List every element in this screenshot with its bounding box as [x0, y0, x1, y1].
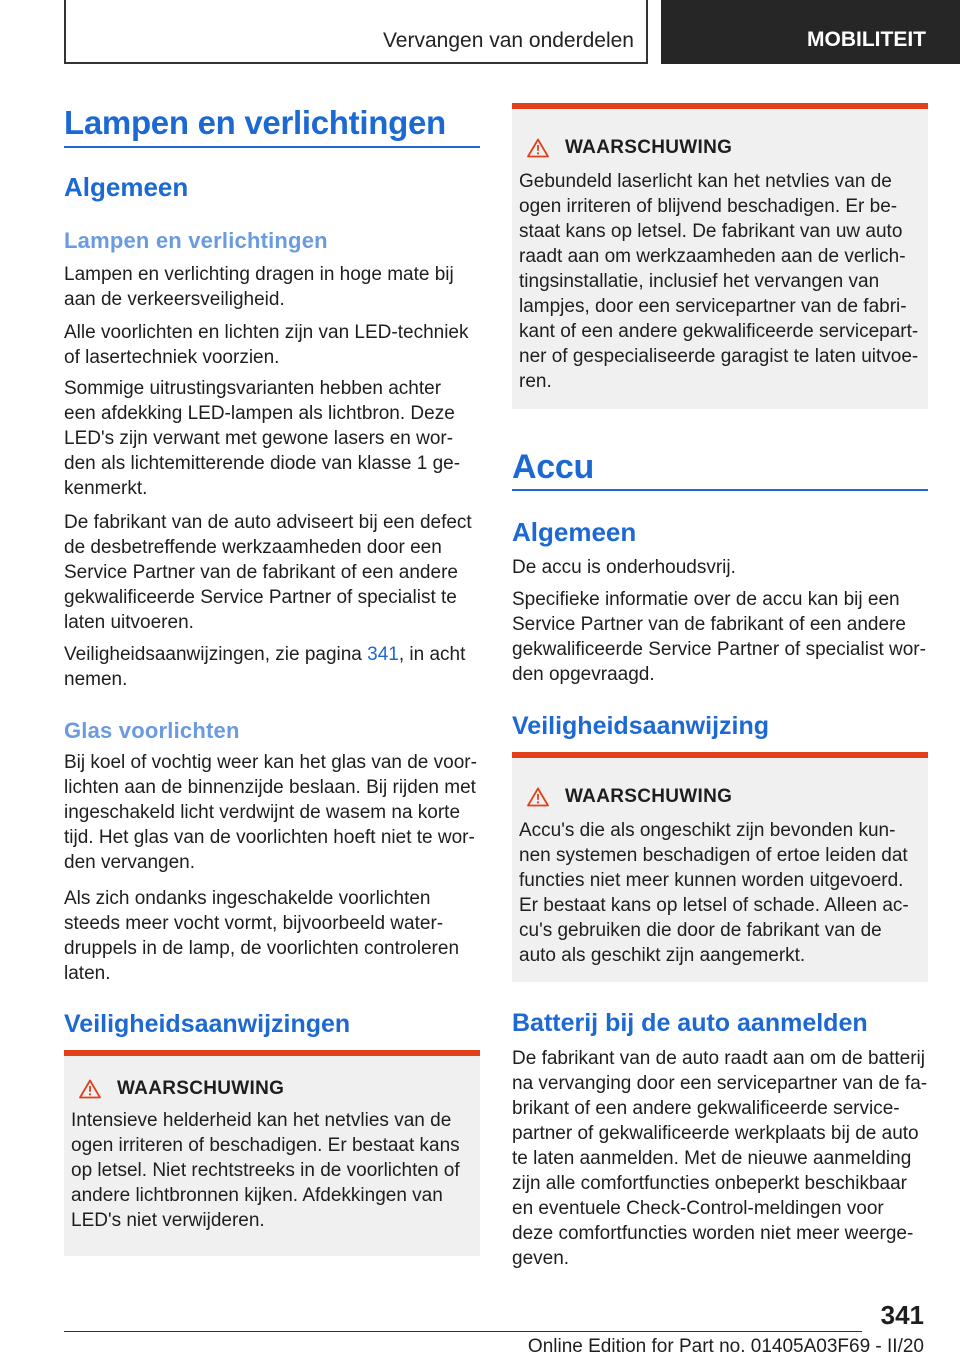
- warning-header: [71, 1076, 473, 1102]
- reference-text: Veiligheidsaanwijzingen, zie pagina: [64, 644, 368, 665]
- warning-title: WAARSCHUWING: [565, 137, 733, 158]
- paragraph: Sommige uitrustingsvarianten hebben achter een afdekking LED-lampen als lichtbron. Deze LED's zijn verwant met gewone lasers en wor-den als lichtemitterende diode van klasse 1 ge-kenmerkt.: [64, 378, 461, 499]
- page-title: Lampen en verlichtingen: [64, 104, 446, 141]
- warning-box: [512, 752, 928, 982]
- heading-veiligheidsaanwijzingen: Veiligheidsaanwijzingen: [64, 1010, 351, 1038]
- warning-header: [519, 784, 921, 810]
- footer-rule: [64, 1331, 862, 1332]
- paragraph: De fabrikant van de auto adviseert bij een defect de desbetreffende werkzaamheden door een Service Partner van de fabrikant of een andere gekwalificeerde Service Partner of specialist te laten uitvoeren.: [64, 512, 472, 633]
- chapter-title: MOBILITEIT: [807, 28, 926, 51]
- warning-box: [64, 1050, 480, 1256]
- paragraph: Bij koel of vochtig weer kan het glas van de voor-lichten aan de binnenzijde beslaan. Bij rijden met ingeschakeld licht verdwijnt de wasem na korte tijd. Het glas van de voorlichten hoeft niet te wor-den vervangen.: [64, 752, 477, 873]
- page-link-341[interactable]: 341: [367, 644, 399, 665]
- warning-title: WAARSCHUWING: [117, 1078, 285, 1099]
- section-tab: [64, 0, 648, 64]
- chapter-tab: [661, 0, 960, 64]
- warning-text: Intensieve helderheid kan het netvlies van de ogen irriteren of beschadigen. Er bestaat kans op letsel. Niet rechtstreeks in de voorlichten of andere lichtbronnen kijken. Afdekkingen van LED's niet verwijderen.: [71, 1110, 460, 1231]
- heading-algemeen: Algemeen: [64, 172, 189, 202]
- warning-box: [512, 103, 928, 409]
- warning-header: [519, 135, 921, 161]
- heading-batterij-aanmelden: Batterij bij de auto aanmelden: [512, 1009, 868, 1037]
- paragraph: Lampen en verlichting dragen in hoge mate bij aan de verkeersveiligheid.: [64, 264, 454, 310]
- subheading-glas-voorlichten: Glas voorlichten: [64, 718, 240, 743]
- title-rule: [512, 489, 928, 491]
- heading-veiligheidsaanwijzing: Veiligheidsaanwijzing: [512, 712, 770, 740]
- warning-triangle-icon: [79, 1079, 101, 1099]
- paragraph: De fabrikant van de auto raadt aan om de batterij na vervanging door een servicepartner van de fa-brikant of een andere gekwalificeerde service-partner of gekwalificeerde werkplaats bij de auto te laten aanmelden. Met de nieuwe aanmelding zijn alle comfortfuncties onbeperkt beschikbaar en eventuele Check-Control-meldingen voor deze comfortfuncties worden niet meer weerge-geven.: [512, 1048, 928, 1269]
- paragraph-page-reference: [64, 642, 480, 692]
- warning-triangle-icon: [527, 787, 549, 807]
- subheading-lampen: Lampen en verlichtingen: [64, 228, 328, 253]
- page-header: [0, 0, 960, 66]
- section-title: Vervangen van onderdelen: [382, 29, 634, 52]
- warning-title: WAARSCHUWING: [565, 786, 733, 807]
- section-title-accu: Accu: [512, 448, 594, 486]
- heading-algemeen: Algemeen: [512, 517, 637, 547]
- title-rule: [64, 146, 480, 148]
- paragraph: De accu is onderhoudsvrij.: [512, 557, 736, 578]
- paragraph: Als zich ondanks ingeschakelde voorlichten steeds meer vocht vormt, bijvoorbeeld water-druppels in de lamp, de voorlichten controleren laten.: [64, 888, 460, 984]
- reference-text: , in acht nemen.: [64, 644, 466, 690]
- warning-text: Accu's die als ongeschikt zijn bevonden kun-nen systemen beschadigen of ertoe leiden dat functies niet meer kunnen worden uitgevoerd. Er bestaat kans op letsel of schade. Alleen ac-cu's gebruiken die door de fabrikant van de auto als geschikt zijn aangemerkt.: [519, 820, 909, 966]
- paragraph: Alle voorlichten en lichten zijn van LED-techniek of lasertechniek voorzien.: [64, 322, 469, 368]
- footer-edition: Online Edition for Part no. 01405A03F69 - II/20: [527, 1336, 924, 1357]
- paragraph: Specifieke informatie over de accu kan bij een Service Partner van de fabrikant of een andere gekwalificeerde Service Partner of specialist wor-den opgevraagd.: [512, 589, 926, 685]
- page-number: 341: [880, 1300, 924, 1330]
- warning-triangle-icon: [527, 138, 549, 158]
- warning-text: Gebundeld laserlicht kan het netvlies van de ogen irriteren of blijvend beschadigen. Er be-staat kans op letsel. De fabrikant van uw auto raadt aan om werkzaamheden aan de verlich-tingsinstallatie, inclusief het vervangen van lampjes, door een servicepartner van de fabri-kant of een andere gekwalificeerde servicepart-ner of gespecialiseerde garagist te laten uitvoe-ren.: [519, 171, 919, 392]
